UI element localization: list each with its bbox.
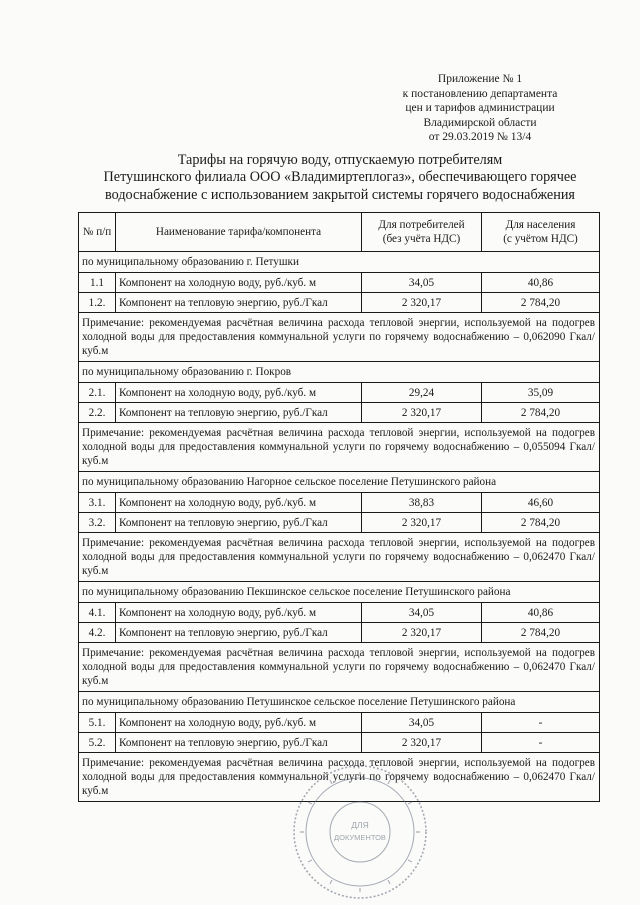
table-row xyxy=(79,603,600,623)
official-seal xyxy=(290,762,430,902)
appendix-line: от 29.03.2019 № 13/4 xyxy=(428,131,532,144)
section-row xyxy=(79,252,600,273)
row-population-value: 2 784,20 xyxy=(482,623,600,643)
row-business-value: 2 320,17 xyxy=(362,733,482,753)
appendix-line: Приложение № 1 xyxy=(437,73,523,85)
row-num: 5.2. xyxy=(79,733,116,753)
section-row xyxy=(79,362,600,383)
row-business-value: 2 320,17 xyxy=(362,403,482,423)
section-title: по муниципальному образованию г. Петушки xyxy=(79,252,600,273)
appendix-line: к постановлению департамента xyxy=(402,87,558,100)
note-row xyxy=(79,313,600,362)
header-business xyxy=(362,213,482,252)
row-population-value: 40,86 xyxy=(482,273,600,293)
row-name: Компонент на тепловую энергию, руб./Гкал xyxy=(116,403,362,423)
row-name: Компонент на холодную воду, руб./куб. м xyxy=(116,713,362,733)
row-population-value: 2 784,20 xyxy=(482,293,600,313)
table-row xyxy=(79,713,600,733)
table-row xyxy=(79,383,600,403)
row-business-value: 34,05 xyxy=(362,273,482,293)
tariff-table xyxy=(78,212,600,802)
header-population xyxy=(482,213,600,252)
row-population-value: 46,60 xyxy=(482,493,600,513)
section-title: по муниципальному образованию Петушинское сельское поселение Петушинского района xyxy=(79,692,600,713)
row-name: Компонент на тепловую энергию, руб./Гкал xyxy=(116,513,362,533)
row-business-value: 29,24 xyxy=(362,383,482,403)
row-num: 2.2. xyxy=(79,403,116,423)
appendix-line: цен и тарифов администрации xyxy=(405,102,555,115)
row-population-value: 35,09 xyxy=(482,383,600,403)
row-business-value: 38,83 xyxy=(362,493,482,513)
row-business-value: 34,05 xyxy=(362,713,482,733)
note-row xyxy=(79,643,600,692)
table-row xyxy=(79,733,600,753)
row-business-value: 2 320,17 xyxy=(362,513,482,533)
note-row xyxy=(79,423,600,472)
section-note: Примечание: рекомендуемая расчётная величина расхода тепловой энергии, используемой на подогрев холодной воды для предоставления коммунальной услуги по горячему водоснабжению – 0,062470 Гкал/куб.м xyxy=(79,533,600,582)
header-business-line: Для потребителей xyxy=(378,219,465,231)
section-title: по муниципальному образованию Пекшинское сельское поселение Петушинского района xyxy=(79,582,600,603)
row-population-value: 2 784,20 xyxy=(482,513,600,533)
seal-inner-ring xyxy=(330,802,390,862)
row-population-value: - xyxy=(482,713,600,733)
appendix-line: Владимирской области xyxy=(423,116,537,129)
title-line: Петушинского филиала ООО «Владимиртеплогаз», обеспечивающего горячее xyxy=(103,169,577,186)
seal-inner-text: ДЛЯ xyxy=(351,820,369,830)
row-name: Компонент на тепловую энергию, руб./Гкал xyxy=(116,623,362,643)
row-name: Компонент на холодную воду, руб./куб. м xyxy=(116,493,362,513)
header-population-line: (с учётом НДС) xyxy=(503,233,578,245)
document-title xyxy=(80,152,600,204)
row-business-value: 34,05 xyxy=(362,603,482,623)
row-num: 4.2. xyxy=(79,623,116,643)
section-title: по муниципальному образованию Нагорное сельское поселение Петушинского района xyxy=(79,472,600,493)
seal-inner-text: ДОКУМЕНТОВ xyxy=(334,833,386,842)
section-row xyxy=(79,692,600,713)
row-name: Компонент на тепловую энергию, руб./Гкал xyxy=(116,733,362,753)
row-num: 5.1. xyxy=(79,713,116,733)
header-num: № п/п xyxy=(79,213,116,252)
row-population-value: - xyxy=(482,733,600,753)
note-row xyxy=(79,533,600,582)
table-row xyxy=(79,293,600,313)
section-note: Примечание: рекомендуемая расчётная величина расхода тепловой энергии, используемой на подогрев холодной воды для предоставления коммунальной услуги по горячему водоснабжению – 0,062090 Гкал/куб.м xyxy=(79,313,600,362)
row-num: 3.1. xyxy=(79,493,116,513)
section-row xyxy=(79,582,600,603)
section-note: Примечание: рекомендуемая расчётная величина расхода тепловой энергии, используемой на подогрев холодной воды для предоставления коммунальной услуги по горячему водоснабжению – 0,055094 Гкал/куб.м xyxy=(79,423,600,472)
table-row xyxy=(79,493,600,513)
row-num: 1.2. xyxy=(79,293,116,313)
section-title: по муниципальному образованию г. Покров xyxy=(79,362,600,383)
section-row xyxy=(79,472,600,493)
row-name: Компонент на тепловую энергию, руб./Гкал xyxy=(116,293,362,313)
appendix-header xyxy=(370,72,590,145)
section-note: Примечание: рекомендуемая расчётная величина расхода тепловой энергии, используемой на подогрев холодной воды для предоставления коммунальной услуги по горячему водоснабжению – 0,062470 Гкал/куб.м xyxy=(79,753,600,802)
row-num: 3.2. xyxy=(79,513,116,533)
row-num: 1.1 xyxy=(79,273,116,293)
section-note: Примечание: рекомендуемая расчётная величина расхода тепловой энергии, используемой на подогрев холодной воды для предоставления коммунальной услуги по горячему водоснабжению – 0,062470 Гкал/куб.м xyxy=(79,643,600,692)
row-population-value: 2 784,20 xyxy=(482,403,600,423)
header-name: Наименование тарифа/компонента xyxy=(116,213,362,252)
row-name: Компонент на холодную воду, руб./куб. м xyxy=(116,273,362,293)
header-population-line: Для населения xyxy=(505,219,576,231)
row-num: 2.1. xyxy=(79,383,116,403)
seal-ring-marks xyxy=(300,772,420,892)
table-row xyxy=(79,513,600,533)
row-population-value: 40,86 xyxy=(482,603,600,623)
title-line: Тарифы на горячую воду, отпускаемую потребителям xyxy=(177,152,503,168)
table-header-row xyxy=(79,213,600,252)
table-row xyxy=(79,623,600,643)
seal-outer-ring xyxy=(294,766,426,898)
seal-middle-ring xyxy=(306,778,414,886)
table-row xyxy=(79,273,600,293)
title-line: водоснабжение с использованием закрытой системы горячего водоснабжения xyxy=(105,186,575,203)
table-row xyxy=(79,403,600,423)
row-name: Компонент на холодную воду, руб./куб. м xyxy=(116,383,362,403)
row-business-value: 2 320,17 xyxy=(362,293,482,313)
header-business-line: (без учёта НДС) xyxy=(382,233,461,245)
row-business-value: 2 320,17 xyxy=(362,623,482,643)
row-name: Компонент на холодную воду, руб./куб. м xyxy=(116,603,362,623)
row-num: 4.1. xyxy=(79,603,116,623)
